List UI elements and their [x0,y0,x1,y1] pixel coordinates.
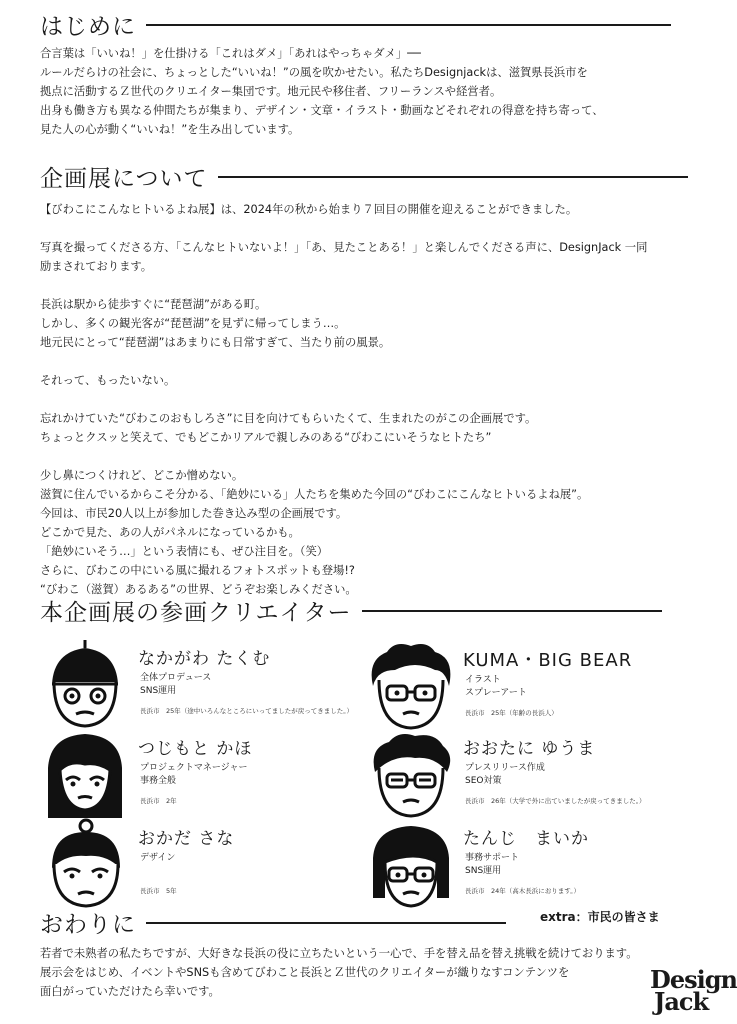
section-heading-creators [40,594,662,627]
creator-card [40,638,360,734]
creator-name: つじもと かほ [138,739,253,759]
closing-text-block [40,944,720,1001]
logo-line-1: Design [650,965,737,994]
creator-name: たんじ まいか [463,829,589,849]
creator-role: デザイン [140,853,176,863]
about-paragraph-3: 長浜は駅から徒歩すぐに“琵琶湖”がある町。 しかし、多くの観光客が“琵琶湖”を見ずに帰ってしまう…。 地元民にとって“琵琶湖”はあまりにも日常すぎて、当たり前の風景。 [40,298,391,349]
creator-card [365,728,685,824]
creator-note: 長浜市 26年（大学で外に出ていましたが戻ってきました。） [465,797,646,805]
creator-role: 全体プロデュース SNS運用 [140,673,212,696]
creator-note: 長浜市 5年 [140,887,177,895]
section-rule [218,176,688,178]
about-paragraph-4: それって、もったいない。 [40,374,176,387]
face-illustration-bun-icon [40,818,130,910]
designjack-logo [650,965,737,1016]
creator-name: おかだ さな [138,829,235,849]
section-heading-about [40,160,688,193]
section-heading-closing [40,906,506,939]
creator-card [365,818,685,914]
intro-paragraph: 合言葉は「いいね！」を仕掛ける「これはダメ」「あれはやっちゃダメ」── ルールだらけの社会に、ちょっとした“いいね！”の風を吹かせたい。私たちDesignjackは、滋賀県長浜市を 拠点に活動するＺ世代のクリエイター集団です。地元民や移住者、フリーランスや経営者。 出身も働き方も異なる仲間たちが集まり、デザイン・文章・イラスト・動画などそれぞれの得意を持ち寄って、 見た人の心が動く“いいね！”を生み出しています。 [40,47,604,136]
creator-note: 長浜市 25年（年齢の長浜人） [465,709,558,717]
creator-role: プロジェクトマネージャー 事務全般 [140,763,248,786]
about-paragraph-6: 少し鼻につくけれど、どこか憎めない。 滋賀に住んでいるからこそ分かる、「絶妙にいる」人たちを集めた今回の“びわこにこんなヒトいるよね展”。 今回は、市民20人以上が参加した巻き込み型の企画展です。 どこかで見た、あの人がパネルになっているかも。 「絶妙にいそう…」という表情にも、ぜひ注目を。（笑） さらに、びわこの中にいる風に撮れるフォトスポットも登場!? “びわこ（滋賀）あるある”の世界、どうぞお楽しみください。 [40,469,589,596]
creator-role: 事務サポート SNS運用 [465,853,520,876]
about-paragraph-5: 忘れかけていた“びわこのおもしろさ”に目を向けてもらいたくて、生まれたのがこの企画展です。 ちょっとクスッと笑えて、でもどこかリアルで親しみのある“びわこにいそうなヒトたち” [40,412,537,444]
extra-label: extra：市民の皆さま [540,910,660,924]
face-illustration-long-hair-icon [40,728,130,820]
section-heading-intro [40,8,671,41]
section-rule [146,922,506,924]
section-rule [362,610,662,612]
creator-note: 長浜市 24年（高木長浜におります。） [465,887,581,895]
creator-card [40,728,360,824]
logo-line-2: Jack [654,987,709,1016]
section-title-creators: 本企画展の参画クリエイター [40,600,352,626]
creator-role: イラスト スプレーアート [465,675,527,698]
intro-text-block [40,44,690,139]
section-title-closing: おわりに [40,912,136,938]
creator-role: プレスリリース作成 SEO対策 [465,763,545,786]
creator-note: 長浜市 25年（途中いろんなところにいってましたが戻ってきました。） [140,707,354,715]
creator-name: KUMA・BIG BEAR [463,650,633,671]
face-illustration-bowl-hair-icon [40,638,130,730]
face-illustration-bob-icon [365,818,455,910]
creator-note: 長浜市 2年 [140,797,177,805]
section-title-intro: はじめに [40,14,136,40]
closing-paragraph: 若者で未熟者の私たちですが、大好きな長浜の役に立ちたいという一心で、手を替え品を替え挑戦を続けております。 展示会をはじめ、イベントやSNSも含めてびわこと長浜とＺ世代のクリエイターが織りなすコンテンツを 面白がっていただけたら幸いです。 [40,947,638,998]
face-illustration-curly-icon [365,728,455,820]
creator-name: おおたに ゆうま [463,739,596,759]
about-paragraph-2: 写真を撮ってくださる方、「こんなヒトいないよ！」「あ、見たことある！」と楽しんでくださる声に、DesignJack 一同 励まされております。 [40,241,648,273]
face-illustration-afro-icon [365,640,455,732]
about-paragraph-1: 【びわこにこんなヒトいるよね展】は、2024年の秋から始まり７回目の開催を迎えることができました。 [40,203,578,216]
about-text-block [40,200,690,599]
section-title-about: 企画展について [40,166,208,192]
section-rule [146,24,671,26]
creator-card [365,640,685,736]
creator-card [40,818,360,914]
creator-name: なかがわ たくむ [138,649,271,669]
